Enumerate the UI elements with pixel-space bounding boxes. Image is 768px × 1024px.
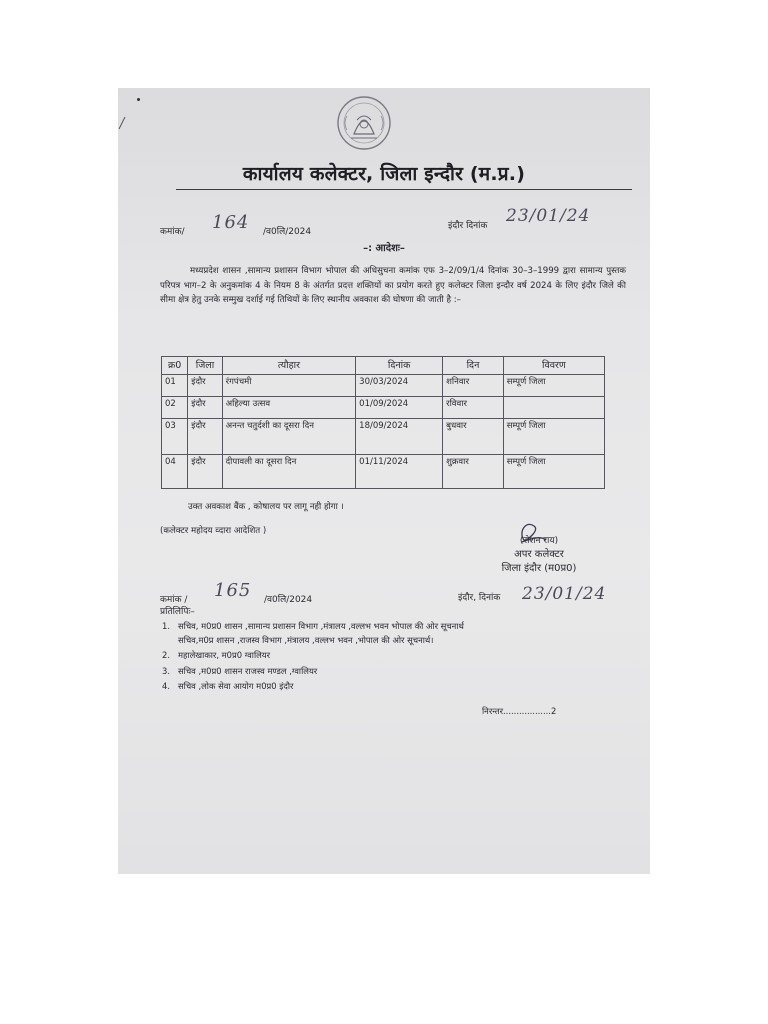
cell-district: इंदौर (188, 455, 222, 489)
list-item (162, 649, 622, 663)
kramank-label-2: कमांक / (160, 595, 188, 605)
order-heading: –: आदेशः– (363, 243, 405, 254)
table-header-row (162, 357, 605, 375)
kramank-handwritten-2: 165 (214, 580, 252, 601)
cell-serial: 01 (162, 375, 188, 397)
cell-day: बुधवार (443, 419, 504, 455)
continued-marker: निरन्तर..................2 (482, 706, 557, 716)
cell-festival: रंगपंचमी (222, 375, 356, 397)
cell-details (503, 397, 604, 419)
title-divider (176, 189, 632, 190)
cell-serial: 04 (162, 455, 188, 489)
table-row (162, 455, 605, 489)
table-row (162, 419, 605, 455)
holiday-table (161, 356, 605, 489)
list-item (162, 665, 622, 679)
signatory-district: जिला इंदौर (म0प्र0) (501, 563, 577, 574)
list-item-number: 4. (162, 681, 170, 691)
list-item-text: सचिव ,म0प्र0 शासन राजस्व मण्डल ,ग्वालियर (178, 665, 318, 676)
list-item-number: 1. (162, 621, 170, 631)
table-row (162, 375, 605, 397)
cell-details: सम्पूर्ण जिला (503, 419, 604, 455)
cell-festival: अनन्त चतुर्दशी का दूसरा दिन (222, 419, 356, 455)
kramank-label: कमांक/ (160, 227, 185, 237)
cell-date: 01/09/2024 (356, 397, 443, 419)
header-details: विवरण (503, 357, 604, 375)
cell-date: 18/09/2024 (356, 419, 443, 455)
header-serial: क्र0 (162, 357, 188, 375)
cell-district: इंदौर (188, 397, 222, 419)
list-item-number: 3. (162, 665, 170, 676)
cell-details: सम्पूर्ण जिला (503, 375, 604, 397)
date-handwritten-2: 23/01/24 (522, 584, 607, 604)
cell-district: इंदौर (188, 419, 222, 455)
cell-day: शनिवार (443, 375, 504, 397)
document-photo (118, 88, 650, 874)
place-date-label-2: इंदौर, दिनांक (458, 593, 501, 603)
cell-festival: अहिल्या उत्सव (222, 397, 356, 419)
notification-paragraph: मध्यप्रदेश शासन ,सामान्य प्रशासन विभाग भोपाल की अधिसुचना कमांक एफ 3–2/09/1/4 दिनांक 30–3–1999 द्वारा सामान्य पुस्तक परिपत्र भाग–2 के अनुकमांक 4 के नियम 8 के अंतर्गत प्रदत्त शक्तियों का प्रयोग करते हुए कलेक्टर जिला इन्दौर वर्ष 2024 के लिए इंदौर जिले की सीमा क्षेत्र हेतु उनके सम्मुख दर्शाई गई तिथियों के लिए स्थानीय अवकाश की घोषणा की जाती है :– (160, 266, 626, 305)
cell-serial: 03 (162, 419, 188, 455)
cell-date: 01/11/2024 (356, 455, 443, 489)
header-day: दिन (443, 357, 504, 375)
header-date: दिनांक (356, 357, 443, 375)
kramank-suffix-2: /व0लि/2024 (264, 595, 313, 605)
cell-details: सम्पूर्ण जिला (503, 455, 604, 489)
kramank-handwritten: 164 (212, 212, 250, 233)
list-item-text-continued: सचिव,म0प्र शासन ,राजस्व विभाग ,मंत्रालय ,वल्लभ भवन ,भोपाल की ओर सूचनार्थ। (178, 634, 434, 645)
cell-serial: 02 (162, 397, 188, 419)
table-row (162, 397, 605, 419)
pen-mark (118, 116, 126, 130)
list-item-text: महालेखाकार, म0प्र0 ग्वालियर (178, 650, 271, 660)
place-date-label: इंदौर दिनांक (448, 221, 488, 231)
ink-dot (137, 98, 140, 101)
copy-recipients (162, 620, 622, 696)
cell-date: 30/03/2024 (356, 375, 443, 397)
copy-label: प्रतिलिपिः– (160, 607, 195, 617)
header-district: जिला (188, 357, 222, 375)
list-item-text: सचिव ,लोक सेवा आयोग म0प्र0 इंदौर (178, 681, 294, 691)
cell-festival: दीपावली का दूसरा दिन (222, 455, 356, 489)
signatory-designation: अपर कलेक्टर (514, 549, 564, 560)
list-item-number: 2. (162, 650, 170, 660)
exemption-note: उक्त अवकाश बैंक , कोषालय पर लागू नही होगा । (188, 502, 344, 512)
date-handwritten: 23/01/24 (506, 206, 591, 226)
list-item-text: सचिव, म0प्र0 शासन ,सामान्य प्रशासन विभाग ,मंत्रालय ,वल्लभ भवन भोपाल की ओर सूचनार्थ (178, 621, 464, 631)
government-emblem-icon (335, 94, 393, 152)
cell-district: इंदौर (188, 375, 222, 397)
header-festival: त्यौहार (222, 357, 356, 375)
cell-day: रविवार (443, 397, 504, 419)
kramank-suffix: /व0लि/2024 (263, 227, 312, 237)
office-title: कार्यालय कलेक्टर, जिला इन्दौर (म.प्र.) (242, 163, 526, 185)
list-item (162, 680, 622, 694)
ordered-by: (कलेक्टर महोदय व्दारा आदेशित ) (160, 526, 267, 536)
signatory-block (484, 534, 594, 576)
list-item (162, 620, 622, 647)
cell-day: शुक्रवार (443, 455, 504, 489)
signatory-name: (रोशन राय) (519, 536, 559, 546)
